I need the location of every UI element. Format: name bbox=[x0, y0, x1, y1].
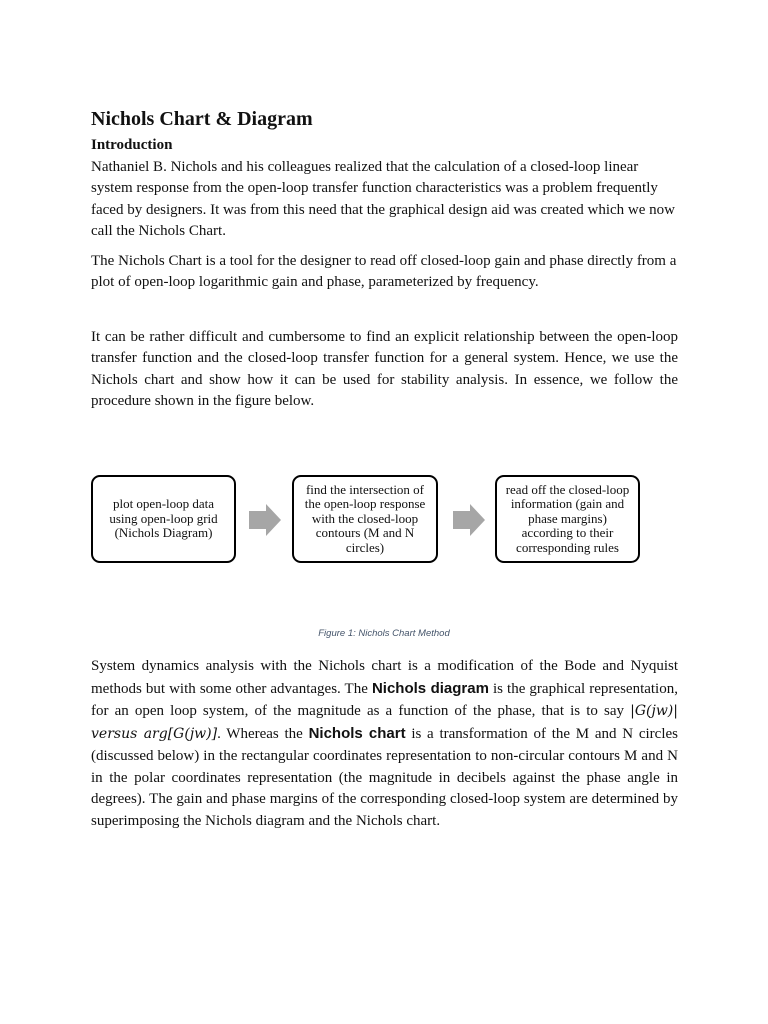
right-arrow-icon bbox=[452, 503, 486, 537]
flow-step-3-label: read off the closed-loop information (gain and phase margins) according to their corresponding rules bbox=[505, 481, 630, 555]
paragraph-4-text-3: . Whereas the bbox=[217, 725, 309, 742]
flow-step-1-label: plot open-loop data using open-loop grid (Nichols Diagram) bbox=[109, 496, 218, 541]
paragraph-1: Nathaniel B. Nichols and his colleagues realized that the calculation of a closed-loop linear system response from the open-loop transfer function characteristics was a problem frequently faced by designers. It was from this need that the graphical design aid was created which we now call the Nichols Chart. bbox=[91, 159, 675, 239]
paragraph-4-text-4: is a transformation of the M and N circles (discussed below) in the rectangular coordinates representation to non-circular contours M and N in the polar coordinates representation (the magnitude in decibels against the phase angle in degrees). The gain and phase margins of the corresponding closed-loop system are determined by superimposing the Nichols diagram and the Nichols chart. bbox=[91, 725, 678, 830]
paragraph-4 bbox=[91, 656, 678, 833]
section-heading: Introduction bbox=[91, 137, 173, 153]
term-nichols-chart: Nichols chart bbox=[308, 724, 406, 742]
flow-step-2 bbox=[292, 475, 438, 563]
paragraph-4-text-1: System dynamics analysis with the Nichols chart is a modification of the Bode and Nyquist methods but with some other advantages. The bbox=[91, 658, 678, 697]
flow-step-1 bbox=[91, 475, 236, 563]
flow-step-2-label: find the intersection of the open-loop response with the closed-loop contours (M and N circles) bbox=[304, 481, 426, 555]
paragraph-3: It can be rather difficult and cumbersome to find an explicit relationship between the open-loop transfer function and the closed-loop transfer function for a general system. Hence, we use the Nichols chart and show how it can be used for stability analysis. In essence, we follow the procedure shown in the figure below. bbox=[91, 329, 678, 409]
paragraph-4-text-2: is the graphical representation, for an open loop system, of the magnitude as a function of the phase, that is to say bbox=[91, 680, 678, 719]
math-expression: |G(jw)| versus arg[G(jw)] bbox=[91, 702, 678, 742]
flow-step-3 bbox=[495, 475, 640, 563]
right-arrow-icon bbox=[248, 503, 282, 537]
term-nichols-diagram: Nichols diagram bbox=[371, 679, 489, 697]
figure-caption: Figure 1: Nichols Chart Method bbox=[318, 628, 450, 639]
page-title: Nichols Chart & Diagram bbox=[91, 108, 313, 130]
paragraph-2: The Nichols Chart is a tool for the designer to read off closed-loop gain and phase directly from a plot of open-loop logarithmic gain and phase, parameterized by frequency. bbox=[91, 253, 677, 291]
